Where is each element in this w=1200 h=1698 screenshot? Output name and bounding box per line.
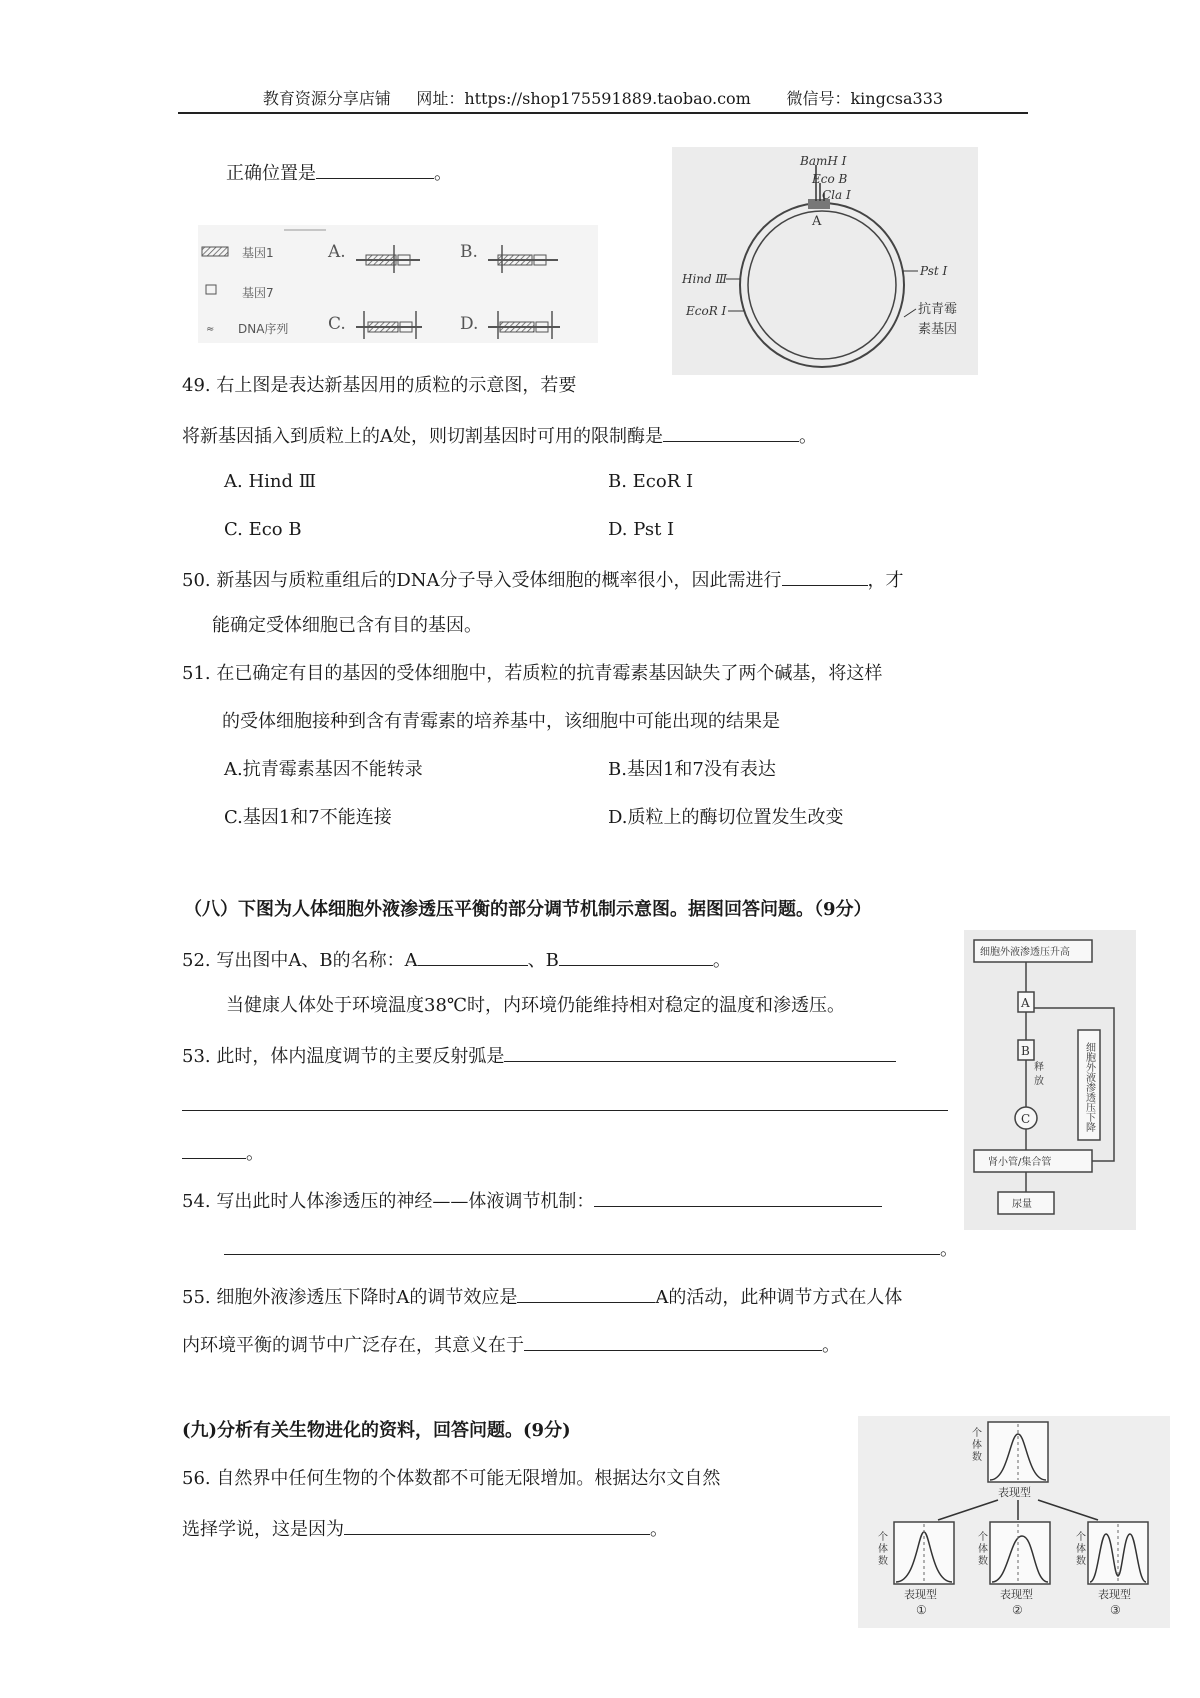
- q50-text: 50. 新基因与质粒重组后的DNA分子导入受体细胞的概率很小，因此需进行: [182, 570, 782, 591]
- flow-urine-label: 尿量: [1012, 1199, 1032, 1210]
- osmotic-flow-figure: [964, 930, 1136, 1230]
- label-a: A: [812, 214, 822, 229]
- q52-blank-b[interactable]: [559, 945, 713, 966]
- q53-line1: [182, 1041, 896, 1070]
- opt-b-label: B.: [460, 242, 478, 262]
- q49-line2: [182, 421, 817, 450]
- q55-mid: A的活动，此种调节方式在人体: [655, 1287, 903, 1308]
- q53-line3: [182, 1138, 264, 1167]
- evo-ylabel-top-1: 个: [972, 1428, 982, 1439]
- q54-line2: [224, 1234, 958, 1263]
- label-amp2: 素基因: [918, 322, 958, 337]
- evolution-svg: [858, 1416, 1170, 1628]
- flow-feedback-label: 细胞外液渗透压下降: [1083, 1042, 1095, 1132]
- svg-text:个: 个: [878, 1532, 888, 1543]
- q51-line1: 51. 在已确定有目的基因的受体细胞中，若质粒的抗青霉素基因缺失了两个碱基，将这样: [182, 663, 883, 684]
- q55-blank-1[interactable]: [517, 1282, 655, 1303]
- q55-text2: 内环境平衡的调节中广泛存在，其意义在于: [182, 1335, 524, 1356]
- svg-text:≈: ≈: [206, 324, 215, 335]
- section9-title: (九)分析有关生物进化的资料，回答问题。(9分): [182, 1420, 571, 1441]
- q55-blank-2[interactable]: [524, 1330, 822, 1351]
- construct-a: [356, 245, 420, 273]
- q52-text: 52. 写出图中A、B的名称：A: [182, 950, 418, 971]
- q55-line2: [182, 1330, 840, 1359]
- flow-top-label: 细胞外液渗透压升高: [980, 947, 1070, 958]
- flow-release-2: 放: [1034, 1076, 1044, 1087]
- q56-line1: 56. 自然界中任何生物的个体数都不可能无限增加。根据达尔文自然: [182, 1468, 721, 1489]
- flow-node-a: A: [1021, 996, 1030, 1010]
- flow-release-1: 释: [1034, 1062, 1044, 1073]
- construct-d: [488, 311, 560, 339]
- q48-blank[interactable]: [316, 158, 434, 179]
- evolution-figure: [858, 1416, 1170, 1628]
- flow-kidney-label: 肾小管/集合管: [988, 1157, 1052, 1168]
- flow-node-c: C: [1021, 1112, 1031, 1126]
- q50-line2: 能确定受体细胞已含有目的基因。: [212, 615, 482, 636]
- evo-panel-1: [878, 1522, 954, 1617]
- q52-end: 。: [712, 950, 731, 971]
- q52-line: [182, 945, 731, 974]
- legend-gene1: 基因1: [242, 246, 274, 260]
- opt-a-label: A.: [328, 242, 346, 262]
- q49-line1: 49. 右上图是表达新基因用的质粒的示意图，若要: [182, 375, 577, 396]
- q50-line1: [182, 565, 904, 594]
- evo-xlabel-1: 表现型: [904, 1588, 937, 1601]
- q52-sep: 、B: [527, 950, 559, 971]
- q54-text: 54. 写出此时人体渗透压的神经——体液调节机制：: [182, 1191, 595, 1212]
- svg-text:数: 数: [878, 1556, 888, 1567]
- q51-option-d: D.质粒上的酶切位置发生改变: [608, 807, 844, 828]
- evo-panel-3: [1076, 1522, 1148, 1617]
- gene-options-figure: [198, 225, 598, 343]
- construct-b: [488, 245, 558, 273]
- header-url: 网址：https://shop175591889.taobao.com: [416, 89, 751, 108]
- q56-text: 选择学说，这是因为: [182, 1519, 344, 1540]
- plasmid-figure: [672, 147, 978, 375]
- evo-ylabel-top-3: 数: [972, 1452, 982, 1463]
- evo-xlabel-3: 表现型: [1098, 1588, 1131, 1601]
- opt-d-label: D.: [460, 314, 479, 334]
- svg-text:个: 个: [978, 1532, 988, 1543]
- header-rule: [178, 112, 1028, 114]
- q54-end: 。: [940, 1239, 958, 1260]
- q51-line2: 的受体细胞接种到含有青霉素的培养基中，该细胞中可能出现的结果是: [222, 711, 780, 732]
- q55-text: 55. 细胞外液渗透压下降时A的调节效应是: [182, 1287, 518, 1308]
- q56-end: 。: [650, 1519, 668, 1540]
- q55-end: 。: [822, 1335, 840, 1356]
- evo-center-label: 表现型: [998, 1486, 1031, 1499]
- evo-xlabel-2: 表现型: [1000, 1588, 1033, 1601]
- q53-blank-3[interactable]: [182, 1138, 246, 1159]
- osmotic-flow-svg: [964, 930, 1136, 1230]
- label-psti: Pst I: [920, 264, 948, 278]
- q51-option-b: B.基因1和7没有表达: [608, 759, 776, 780]
- q49-option-d: D. Pst I: [608, 519, 675, 540]
- q56-line2: [182, 1514, 668, 1543]
- section8-title: （八）下图为人体细胞外液渗透压平衡的部分调节机制示意图。据图回答问题。（9分）: [184, 899, 872, 920]
- evo-num-1: ①: [916, 1603, 927, 1617]
- q51-option-a: A.抗青霉素基因不能转录: [224, 759, 423, 780]
- q51-option-c: C.基因1和7不能连接: [224, 807, 392, 828]
- q50-blank[interactable]: [782, 565, 868, 586]
- q53-blank-1[interactable]: [504, 1041, 896, 1062]
- legend-gene7: 基因7: [242, 286, 274, 300]
- svg-text:数: 数: [978, 1556, 988, 1567]
- label-ecob: Eco B: [812, 172, 848, 186]
- page-header: [178, 86, 1028, 109]
- q53-end: 。: [246, 1143, 264, 1164]
- label-amp1: 抗青霉: [918, 302, 958, 317]
- label-bamhi: BamH I: [800, 154, 847, 168]
- q48-text: 正确位置是: [226, 163, 316, 184]
- q49-option-a: A. Hind Ⅲ: [224, 471, 317, 492]
- q48-line: [226, 158, 452, 187]
- svg-text:个: 个: [1076, 1532, 1086, 1543]
- q55-line1: [182, 1282, 902, 1311]
- q56-blank[interactable]: [344, 1514, 650, 1535]
- label-hindiii: Hind Ⅲ: [682, 272, 728, 286]
- flow-node-b: B: [1021, 1044, 1030, 1058]
- evo-num-2: ②: [1012, 1603, 1023, 1617]
- svg-text:体: 体: [978, 1544, 988, 1555]
- q54-blank-1[interactable]: [594, 1186, 882, 1207]
- q48-end: 。: [434, 163, 452, 184]
- construct-c: [356, 311, 422, 339]
- q53-blank-2[interactable]: [182, 1110, 948, 1111]
- plasmid-svg: [672, 147, 978, 375]
- q53-text: 53. 此时，体内温度调节的主要反射弧是: [182, 1046, 505, 1067]
- svg-text:数: 数: [1076, 1556, 1086, 1567]
- label-ecori: EcoR I: [686, 304, 727, 318]
- evo-panel-2: [978, 1522, 1050, 1617]
- label-clai: Cla I: [822, 188, 851, 202]
- q50-end: ，才: [867, 570, 904, 591]
- q49-end: 。: [799, 426, 817, 447]
- q54-line1: [182, 1186, 882, 1215]
- svg-text:体: 体: [878, 1544, 888, 1555]
- evo-ylabel-top-2: 体: [972, 1440, 982, 1451]
- q52-blank-a[interactable]: [418, 945, 528, 966]
- q49-option-b: B. EcoR I: [608, 471, 694, 492]
- header-shop: 教育资源分享店铺: [262, 89, 391, 108]
- q49-blank[interactable]: [663, 421, 799, 442]
- q49-text: 将新基因插入到质粒上的A处，则切割基因时可用的限制酶是: [182, 426, 663, 447]
- q52b-line: 当健康人体处于环境温度38℃时，内环境仍能维持相对稳定的温度和渗透压。: [226, 995, 846, 1016]
- legend-dna: DNA序列: [238, 322, 289, 336]
- header-wechat: 微信号：kingcsa333: [786, 89, 944, 108]
- evo-num-3: ③: [1110, 1603, 1121, 1617]
- q54-blank-2[interactable]: [224, 1234, 940, 1255]
- svg-text:体: 体: [1076, 1544, 1086, 1555]
- q49-option-c: C. Eco B: [224, 519, 302, 540]
- gene-options-svg: [198, 225, 598, 343]
- opt-c-label: C.: [328, 314, 346, 334]
